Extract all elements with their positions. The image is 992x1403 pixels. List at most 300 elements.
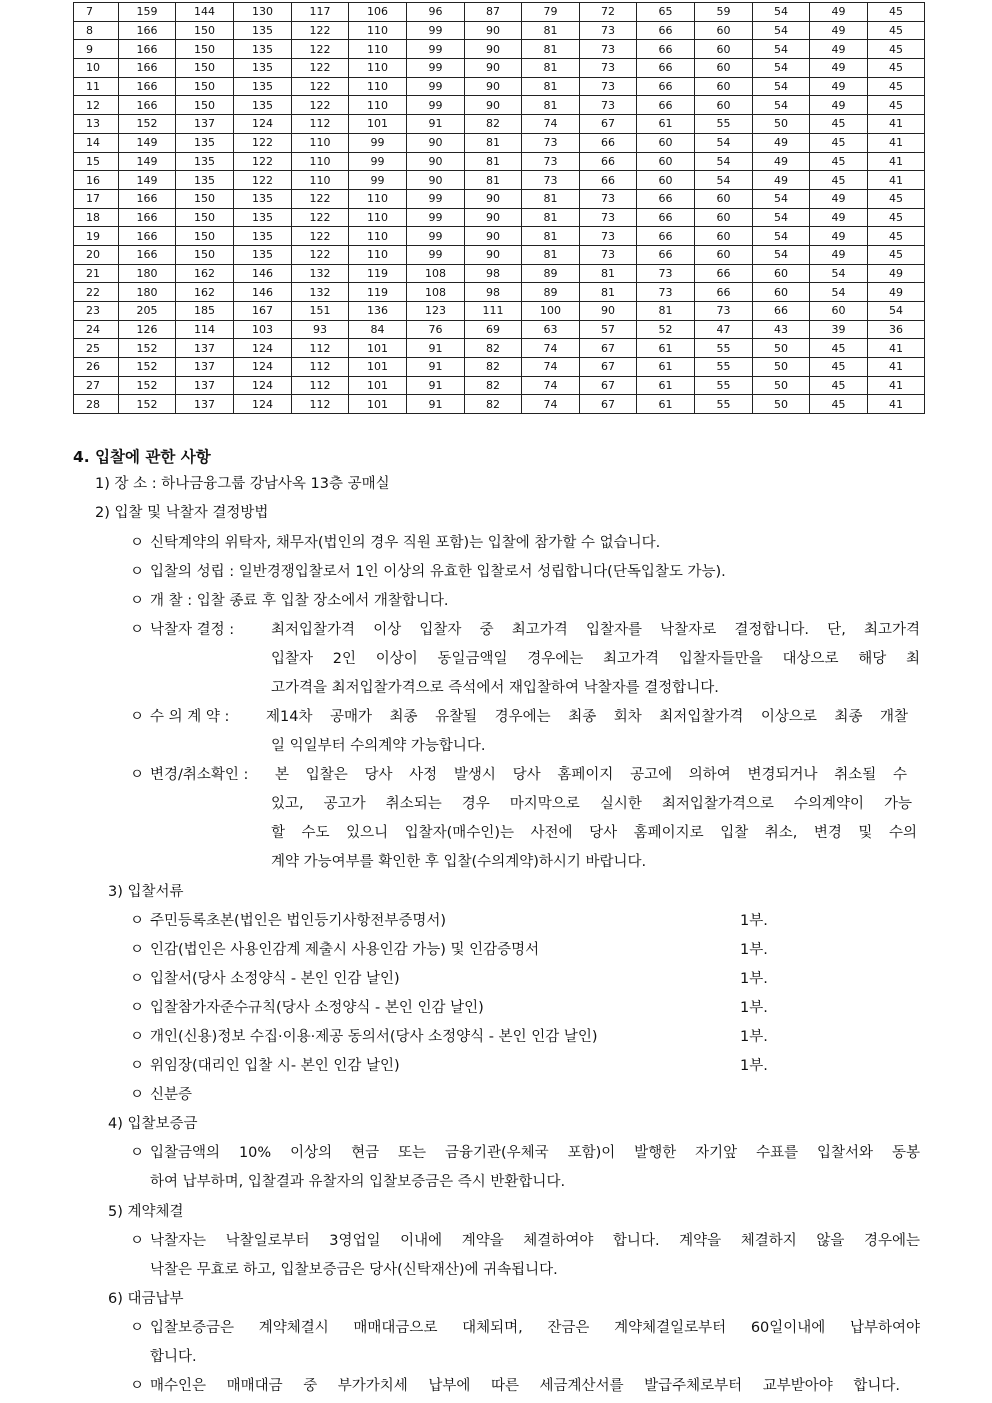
table-cell: 73 (580, 77, 637, 96)
table-row-number: 15 (74, 152, 119, 171)
table-cell: 90 (407, 152, 465, 171)
table-cell: 49 (810, 189, 868, 208)
table-row-number: 27 (74, 376, 119, 395)
table-cell: 135 (176, 171, 234, 190)
table-cell: 54 (695, 171, 753, 190)
table-cell: 135 (234, 245, 292, 264)
table-cell: 98 (465, 264, 522, 283)
table-cell: 41 (868, 339, 925, 358)
table-cell: 122 (234, 133, 292, 152)
table-cell: 110 (349, 21, 407, 40)
payment-text: 합니다. (150, 1349, 197, 1365)
table-cell: 66 (580, 152, 637, 171)
table-cell: 60 (695, 59, 753, 78)
table-cell: 108 (407, 264, 465, 283)
table-cell: 81 (465, 133, 522, 152)
table-cell: 39 (810, 320, 868, 339)
table-cell: 36 (868, 320, 925, 339)
method-title: 2) 입찰 및 낙찰자 결정방법 (95, 505, 269, 521)
table-cell: 45 (810, 339, 868, 358)
table-cell: 180 (119, 283, 176, 302)
payment-item (130, 1321, 150, 1336)
table-cell: 119 (349, 283, 407, 302)
table-cell: 135 (234, 227, 292, 246)
table-cell: 67 (580, 115, 637, 134)
doc-qty: 1부. (740, 913, 768, 929)
table-cell: 112 (292, 115, 349, 134)
table-cell: 45 (868, 77, 925, 96)
table-cell: 41 (868, 376, 925, 395)
table-cell: 152 (119, 358, 176, 377)
table-cell: 144 (176, 3, 234, 22)
table-cell: 166 (119, 96, 176, 115)
table-cell: 101 (349, 339, 407, 358)
doc-qty: 1부. (740, 971, 768, 987)
deposit-text: 입찰금액의 10% 이상의 현금 또는 금융기관(우체국 포함)이 발행한 자기앞 수표를 입찰서와 동봉 (150, 1145, 920, 1161)
contract-text: 낙찰자는 낙찰일로부터 3영업일 이내에 계약을 체결하여야 합니다. 계약을 체결하지 않을 경우에는 (150, 1233, 920, 1249)
method-label: 수 의 계 약 : (150, 709, 230, 725)
table-cell: 110 (349, 77, 407, 96)
table-cell: 45 (810, 152, 868, 171)
table-cell: 66 (637, 59, 695, 78)
payment-text: 매수인은 매매대금 중 부가가치세 납부에 따른 세금계산서를 발급주체로부터 교부받아야 합니다. (150, 1378, 900, 1394)
table-row (74, 339, 925, 358)
table-cell: 110 (292, 133, 349, 152)
table-cell: 55 (695, 115, 753, 134)
table-cell: 137 (176, 115, 234, 134)
table-row-number: 13 (74, 115, 119, 134)
table-cell: 60 (695, 208, 753, 227)
doc-name: 개인(신용)정보 수집·이용·제공 동의서(당사 소정양식 - 본인 인감 날인) (150, 1029, 598, 1045)
table-cell: 90 (465, 59, 522, 78)
doc-name: 위임장(대리인 입찰 시- 본인 인감 날인) (150, 1058, 400, 1074)
table-cell: 122 (292, 96, 349, 115)
method-text: 입찰자 2인 이상이 동일금액일 경우에는 최고가격 입찰자들만을 대상으로 해당 최 (271, 651, 920, 667)
table-cell: 61 (637, 376, 695, 395)
table-cell: 99 (407, 40, 465, 59)
table-row (74, 133, 925, 152)
table-cell: 45 (868, 227, 925, 246)
method-text: 제14차 공매가 최종 유찰될 경우에는 최종 회차 최저입찰가격 이상으로 최종 개찰 (266, 709, 908, 725)
table-cell: 41 (868, 358, 925, 377)
table-row (74, 376, 925, 395)
table-cell: 150 (176, 21, 234, 40)
method-text: 신탁계약의 위탁자, 채무자(법인의 경우 직원 포함)는 입찰에 참가할 수 없습니다. (150, 535, 661, 551)
table-cell: 50 (753, 339, 810, 358)
table-cell: 91 (407, 376, 465, 395)
method-label: 변경/취소확인 : (150, 767, 249, 783)
table-cell: 41 (868, 133, 925, 152)
table-cell: 49 (810, 227, 868, 246)
table-cell: 149 (119, 152, 176, 171)
payment-text: 입찰보증금은 계약체결시 매매대금으로 대체되며, 잔금은 계약체결일로부터 60일이내에 납부하여야 (150, 1320, 920, 1336)
table-cell: 49 (810, 40, 868, 59)
table-row (74, 3, 925, 22)
table-cell: 150 (176, 77, 234, 96)
table-cell: 103 (234, 320, 292, 339)
method-item (130, 768, 248, 783)
table-row (74, 208, 925, 227)
table-cell: 60 (695, 227, 753, 246)
table-cell: 66 (637, 189, 695, 208)
table-cell: 45 (810, 115, 868, 134)
doc-name: 주민등록초본(법인은 법인등기사항전부증명서) (150, 913, 447, 929)
table-cell: 185 (176, 302, 234, 321)
method-text: 개 찰 : 입찰 종료 후 입찰 장소에서 개찰합니다. (150, 593, 449, 609)
table-cell: 49 (810, 96, 868, 115)
table-cell: 61 (637, 395, 695, 414)
table-cell: 67 (580, 395, 637, 414)
table-cell: 122 (234, 171, 292, 190)
table-cell: 66 (637, 96, 695, 115)
table-cell: 166 (119, 189, 176, 208)
table-cell: 49 (753, 171, 810, 190)
table-cell: 112 (292, 339, 349, 358)
table-cell: 74 (522, 115, 580, 134)
table-cell: 119 (349, 264, 407, 283)
table-cell: 67 (580, 339, 637, 358)
table-cell: 135 (234, 77, 292, 96)
table-cell: 150 (176, 227, 234, 246)
table-cell: 136 (349, 302, 407, 321)
table-cell: 67 (580, 358, 637, 377)
table-cell: 54 (810, 264, 868, 283)
bullet: ㅇ (130, 622, 145, 638)
table-cell: 135 (234, 21, 292, 40)
table-cell: 54 (753, 59, 810, 78)
table-cell: 112 (292, 395, 349, 414)
table-cell: 114 (176, 320, 234, 339)
bullet: ㅇ (130, 1378, 145, 1394)
table-cell: 61 (637, 358, 695, 377)
bullet: ㅇ (130, 1320, 145, 1336)
table-cell: 146 (234, 264, 292, 283)
method-text: 입찰의 성립 : 일반경쟁입찰로서 1인 이상의 유효한 입찰로서 성립합니다(단독입찰도 가능). (150, 564, 726, 580)
table-cell: 45 (868, 245, 925, 264)
table-cell: 93 (292, 320, 349, 339)
table-row (74, 302, 925, 321)
table-row-number: 14 (74, 133, 119, 152)
table-row (74, 358, 925, 377)
table-row-number: 12 (74, 96, 119, 115)
table-cell: 41 (868, 171, 925, 190)
table-cell: 45 (868, 189, 925, 208)
table-cell: 162 (176, 264, 234, 283)
table-cell: 99 (349, 133, 407, 152)
table-cell: 60 (695, 96, 753, 115)
table-cell: 96 (407, 3, 465, 22)
table-cell: 122 (292, 227, 349, 246)
table-cell: 150 (176, 245, 234, 264)
table-cell: 90 (465, 245, 522, 264)
deposit-text: 하여 납부하며, 입찰결과 유찰자의 입찰보증금은 즉시 반환합니다. (150, 1174, 566, 1190)
table-cell: 74 (522, 358, 580, 377)
table-row (74, 21, 925, 40)
method-text: 있고, 공고가 취소되는 경우 마지막으로 실시한 최저입찰가격으로 수의계약이 가능 (271, 796, 912, 812)
table-cell: 66 (753, 302, 810, 321)
table-cell: 112 (292, 376, 349, 395)
table-cell: 112 (292, 358, 349, 377)
table-cell: 73 (522, 171, 580, 190)
table-cell: 60 (753, 264, 810, 283)
table-cell: 66 (637, 208, 695, 227)
table-cell: 166 (119, 245, 176, 264)
table-cell: 110 (292, 152, 349, 171)
table-cell: 73 (580, 40, 637, 59)
table-cell: 49 (868, 283, 925, 302)
table-row-number: 28 (74, 395, 119, 414)
bullet: ㅇ (130, 913, 145, 929)
table-cell: 82 (465, 115, 522, 134)
table-cell: 54 (753, 21, 810, 40)
table-cell: 150 (176, 96, 234, 115)
table-cell: 73 (580, 208, 637, 227)
table-cell: 135 (234, 40, 292, 59)
table-cell: 66 (580, 133, 637, 152)
table-cell: 89 (522, 264, 580, 283)
doc-item (130, 972, 400, 987)
doc-name: 인감(법인은 사용인감계 제출시 사용인감 가능) 및 인감증명서 (150, 942, 540, 958)
table-cell: 73 (695, 302, 753, 321)
table-cell: 72 (580, 3, 637, 22)
table-cell: 54 (753, 227, 810, 246)
method-item (130, 623, 234, 638)
table-row (74, 283, 925, 302)
table-cell: 135 (176, 152, 234, 171)
table-row-number: 11 (74, 77, 119, 96)
table-cell: 130 (234, 3, 292, 22)
table-cell: 50 (753, 115, 810, 134)
table-row-number: 25 (74, 339, 119, 358)
bullet: ㅇ (130, 942, 145, 958)
table-cell: 100 (522, 302, 580, 321)
table-cell: 74 (522, 395, 580, 414)
bullet: ㅇ (130, 1087, 145, 1103)
table-cell: 49 (810, 59, 868, 78)
table-cell: 122 (292, 77, 349, 96)
method-item (130, 594, 449, 609)
table-cell: 60 (637, 171, 695, 190)
table-cell: 45 (810, 133, 868, 152)
table-cell: 89 (522, 283, 580, 302)
doc-item (130, 1030, 598, 1045)
method-text: 할 수도 있으니 입찰자(매수인)는 사전에 당사 홈페이지로 입찰 취소, 변경 및 수의 (271, 825, 917, 841)
table-row (74, 77, 925, 96)
table-cell: 110 (349, 245, 407, 264)
table-cell: 81 (522, 245, 580, 264)
table-cell: 73 (580, 189, 637, 208)
table-cell: 81 (465, 152, 522, 171)
table-cell: 166 (119, 59, 176, 78)
table-cell: 55 (695, 358, 753, 377)
table-row (74, 395, 925, 414)
bullet: ㅇ (130, 564, 145, 580)
method-text: 계약 가능여부를 확인한 후 입찰(수의계약)하시기 바랍니다. (271, 854, 647, 870)
table-cell: 66 (580, 171, 637, 190)
table-row (74, 189, 925, 208)
doc-name: 입찰참가자준수규칙(당사 소정양식 - 본인 인감 날인) (150, 1000, 484, 1016)
table-cell: 73 (580, 96, 637, 115)
table-cell: 81 (522, 40, 580, 59)
table-cell: 50 (753, 395, 810, 414)
table-cell: 76 (407, 320, 465, 339)
table-cell: 99 (407, 227, 465, 246)
table-cell: 166 (119, 21, 176, 40)
doc-item (130, 943, 539, 958)
table-row (74, 171, 925, 190)
table-cell: 60 (695, 40, 753, 59)
table-row-number: 10 (74, 59, 119, 78)
table-cell: 61 (637, 115, 695, 134)
table-cell: 101 (349, 376, 407, 395)
table-cell: 69 (465, 320, 522, 339)
table-row-number: 24 (74, 320, 119, 339)
table-cell: 150 (176, 189, 234, 208)
doc-item (130, 1059, 400, 1074)
table-cell: 98 (465, 283, 522, 302)
table-cell: 60 (810, 302, 868, 321)
table-cell: 81 (522, 208, 580, 227)
table-cell: 82 (465, 358, 522, 377)
table-cell: 122 (292, 208, 349, 227)
table-cell: 135 (234, 189, 292, 208)
table-cell: 150 (176, 208, 234, 227)
table-cell: 132 (292, 283, 349, 302)
table-cell: 152 (119, 115, 176, 134)
bullet: ㅇ (130, 1145, 145, 1161)
table-cell: 60 (753, 283, 810, 302)
table-cell: 166 (119, 227, 176, 246)
table-cell: 49 (810, 21, 868, 40)
table-cell: 81 (522, 21, 580, 40)
table-cell: 166 (119, 40, 176, 59)
doc-item (130, 1088, 192, 1103)
table-cell: 205 (119, 302, 176, 321)
table-cell: 66 (695, 283, 753, 302)
bullet: ㅇ (130, 535, 145, 551)
bullet: ㅇ (130, 593, 145, 609)
method-item (130, 710, 229, 725)
docs-title: 3) 입찰서류 (108, 884, 184, 900)
table-row-number: 9 (74, 40, 119, 59)
payment-title: 6) 대금납부 (108, 1291, 184, 1307)
table-cell: 60 (695, 245, 753, 264)
table-cell: 135 (234, 208, 292, 227)
table-cell: 66 (637, 245, 695, 264)
table-cell: 45 (868, 208, 925, 227)
table-cell: 55 (695, 376, 753, 395)
table-cell: 99 (407, 208, 465, 227)
table-cell: 99 (407, 245, 465, 264)
table-cell: 73 (580, 21, 637, 40)
table-cell: 81 (522, 227, 580, 246)
table-cell: 74 (522, 339, 580, 358)
table-cell: 41 (868, 395, 925, 414)
section-title: 4. 입찰에 관한 사항 (73, 448, 211, 466)
doc-item (130, 1001, 484, 1016)
table-cell: 135 (176, 133, 234, 152)
table-cell: 90 (465, 189, 522, 208)
table-cell: 66 (637, 21, 695, 40)
price-table-body (74, 3, 925, 414)
table-cell: 137 (176, 358, 234, 377)
table-cell: 110 (349, 59, 407, 78)
table-cell: 110 (349, 208, 407, 227)
table-row-number: 20 (74, 245, 119, 264)
table-cell: 166 (119, 77, 176, 96)
table-cell: 49 (810, 3, 868, 22)
table-cell: 81 (522, 189, 580, 208)
table-cell: 137 (176, 376, 234, 395)
table-cell: 87 (465, 3, 522, 22)
table-cell: 81 (522, 96, 580, 115)
table-cell: 60 (695, 77, 753, 96)
table-cell: 54 (753, 77, 810, 96)
table-cell: 91 (407, 395, 465, 414)
table-row (74, 264, 925, 283)
table-cell: 73 (580, 59, 637, 78)
table-cell: 65 (637, 3, 695, 22)
table-cell: 45 (868, 96, 925, 115)
table-cell: 150 (176, 40, 234, 59)
table-cell: 152 (119, 339, 176, 358)
table-cell: 73 (580, 245, 637, 264)
table-cell: 99 (349, 171, 407, 190)
table-row-number: 18 (74, 208, 119, 227)
table-cell: 82 (465, 339, 522, 358)
contract-title: 5) 계약체결 (108, 1204, 184, 1220)
table-cell: 73 (637, 283, 695, 302)
table-cell: 150 (176, 59, 234, 78)
table-row-number: 22 (74, 283, 119, 302)
table-cell: 110 (349, 189, 407, 208)
table-cell: 45 (810, 358, 868, 377)
table-cell: 162 (176, 283, 234, 302)
table-cell: 101 (349, 115, 407, 134)
table-cell: 91 (407, 339, 465, 358)
table-cell: 81 (522, 59, 580, 78)
doc-item (130, 914, 446, 929)
place-line: 1) 장 소 : 하나금융그룹 강남사옥 13층 공매실 (95, 476, 390, 492)
doc-name: 입찰서(당사 소정양식 - 본인 인감 날인) (150, 971, 400, 987)
table-cell: 66 (637, 227, 695, 246)
table-cell: 146 (234, 283, 292, 302)
table-cell: 49 (810, 77, 868, 96)
table-row-number: 7 (74, 3, 119, 22)
bullet: ㅇ (130, 1233, 145, 1249)
table-cell: 152 (119, 376, 176, 395)
contract-item (130, 1234, 150, 1249)
table-row (74, 59, 925, 78)
table-cell: 99 (407, 189, 465, 208)
table-cell: 122 (292, 59, 349, 78)
table-cell: 49 (753, 133, 810, 152)
table-cell: 74 (522, 376, 580, 395)
table-cell: 49 (753, 152, 810, 171)
table-cell: 41 (868, 152, 925, 171)
table-cell: 54 (753, 3, 810, 22)
table-cell: 66 (637, 40, 695, 59)
table-row-number: 8 (74, 21, 119, 40)
table-cell: 126 (119, 320, 176, 339)
table-cell: 167 (234, 302, 292, 321)
table-cell: 43 (753, 320, 810, 339)
method-item (130, 536, 660, 551)
table-cell: 45 (810, 171, 868, 190)
table-cell: 50 (753, 358, 810, 377)
table-cell: 63 (522, 320, 580, 339)
table-cell: 52 (637, 320, 695, 339)
